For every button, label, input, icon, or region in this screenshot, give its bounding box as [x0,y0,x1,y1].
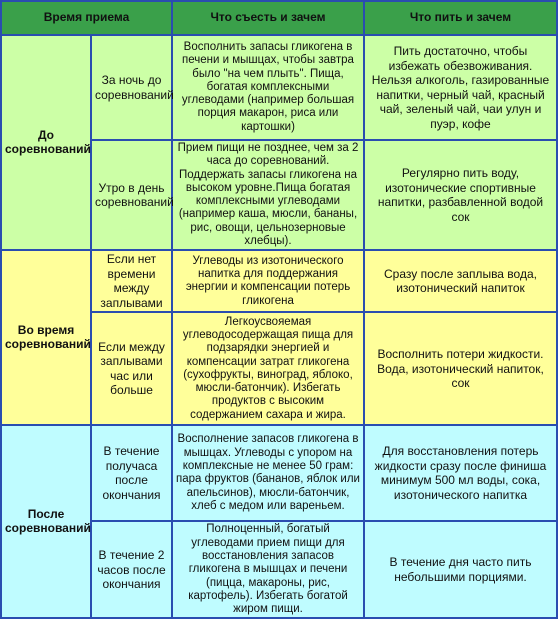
header-drink: Что пить и зачем [364,1,557,35]
eat-cell: Прием пищи не позднее, чем за 2 часа до соревнований. Поддержать запасы гликогена на высоком уровне.Пища богатая комплексными углеводами (например каша, мюсли, бананы, рис, овощи, цельнозерновые хлебцы). [172,140,364,250]
phase-after: После соревнований [1,425,91,618]
header-row [1,1,557,35]
table-row [1,250,557,312]
phase-before: До соревнований [1,35,91,250]
phase-during: Во время соревнований [1,250,91,425]
drink-cell: Для восстановления потерь жидкости сразу после финиша минимум 500 мл воды, сока, изотонического напитка [364,425,557,521]
eat-cell: Восполнение запасов гликогена в мышцах. Углеводы с упором на комплексные не менее 50 грам: пара фруктов (бананов, яблок или апельсинов), мюсли-батончик, хлеб с медом или вареньем. [172,425,364,521]
time-cell: Если нет времени между заплывами [91,250,172,312]
time-cell: Утро в день соревнований [91,140,172,250]
time-cell: В течение получаса после окончания [91,425,172,521]
header-time: Время приема [1,1,172,35]
drink-cell: В течение дня часто пить небольшими порциями. [364,521,557,618]
time-cell: За ночь до соревнований [91,35,172,140]
eat-cell: Полноценный, богатый углеводами прием пищи для восстановления запасов гликогена в мышцах и печени (пицца, макароны, рис, картофель). Избегать богатой жиром пищи. [172,521,364,618]
drink-cell: Регулярно пить воду, изотонические спортивные напитки, разбавленной водой сок [364,140,557,250]
eat-cell: Легкоусвояемая углеводосодержащая пища для подзарядки энергией и компенсации затрат гликогена (сухофрукты, виноград, яблоко, мюсли-батончик). Избегать продуктов с высоким содержанием сахара и жира. [172,312,364,425]
time-cell: В течение 2 часов после окончания [91,521,172,618]
eat-cell: Углеводы из изотонического напитка для поддержания энергии и компенсации потерь гликогена [172,250,364,312]
table-row [1,425,557,521]
eat-cell: Восполнить запасы гликогена в печени и мышцах, чтобы завтра было "на чем плыть". Пища, богатая комплексными углеводами (например большая порция макарон, риса или картошки) [172,35,364,140]
drink-cell: Восполнить потери жидкости. Вода, изотонический напиток, сок [364,312,557,425]
table-row [1,35,557,140]
header-eat: Что съесть и зачем [172,1,364,35]
time-cell: Если между заплывами час или больше [91,312,172,425]
drink-cell: Сразу после заплыва вода, изотонический напиток [364,250,557,312]
drink-cell: Пить достаточно, чтобы избежать обезвоживания. Нельзя алкоголь, газированные напитки, черный чай, красный чай, зеленый чай, чаи улун и пуэр, кофе [364,35,557,140]
